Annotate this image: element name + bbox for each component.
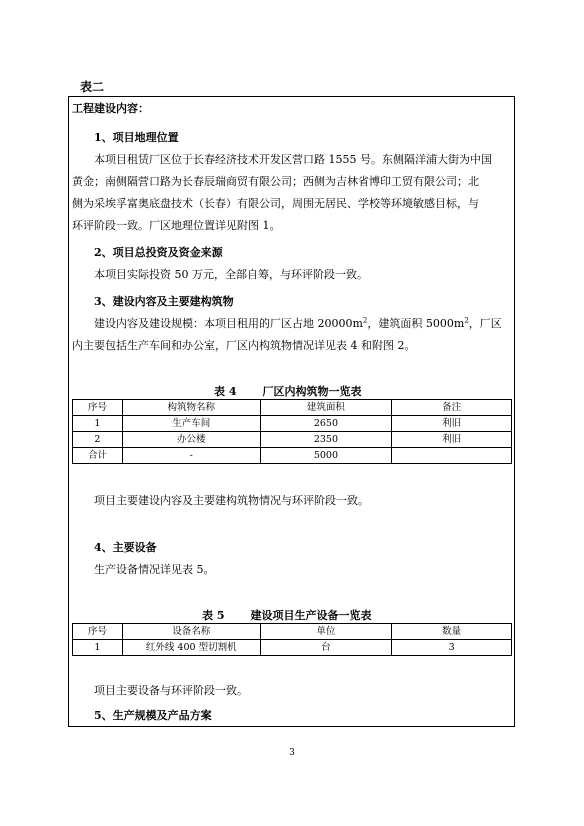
- table5-header-row: [73, 624, 512, 640]
- section3-title: 3、建设内容及主要建构筑物: [94, 295, 234, 308]
- table4-cell: 合计: [73, 448, 123, 464]
- table-row: [73, 640, 512, 656]
- table4: [72, 399, 512, 464]
- table5: [72, 623, 512, 656]
- table4-cell: 5000: [260, 448, 392, 464]
- table5-header-cell: 序号: [73, 624, 123, 640]
- table4-cell: 利旧: [392, 416, 512, 432]
- section4-title: 4、主要设备: [94, 541, 157, 554]
- table5-number: 表 5: [202, 609, 225, 622]
- table4-header-cell: 备注: [392, 400, 512, 416]
- table5-cell: 台: [260, 640, 392, 656]
- table4-header-cell: 序号: [73, 400, 123, 416]
- section3-line1-part-a: 建设内容及建设规模：本项目租用的厂区占地 20000m: [94, 317, 363, 330]
- table5-cell: 红外线 400 型切割机: [122, 640, 260, 656]
- section1-line-3: 侧为采埃孚富奥底盘技术（长春）有限公司，周围无居民、学校等环境敏感目标，与: [72, 197, 479, 210]
- note-2: 项目主要设备与环评阶段一致。: [94, 684, 248, 697]
- superscript-area-unit: 2: [362, 316, 368, 325]
- section3-line1-part-b: ，建筑面积 5000m: [367, 317, 465, 330]
- section1-line-4: 环评阶段一致。厂区地理位置详见附图 1。: [72, 219, 281, 232]
- table4-cell: 2650: [260, 416, 392, 432]
- table-row: [73, 448, 512, 464]
- table4-cell: [392, 448, 512, 464]
- section1-title: 1、项目地理位置: [94, 131, 179, 144]
- page-number: 3: [289, 748, 295, 758]
- table-row: [73, 432, 512, 448]
- table4-cell: 2: [73, 432, 123, 448]
- section2-title: 2、项目总投资及资金来源: [94, 246, 223, 259]
- section4-text: 生产设备情况详见表 5。: [94, 563, 215, 576]
- table4-cell: 办公楼: [122, 432, 260, 448]
- section1-line-2: 黄金；南侧隔营口路为长春辰瑞商贸有限公司；西侧为吉林省博印工贸有限公司；北: [72, 175, 479, 188]
- table4-cell: 1: [73, 416, 123, 432]
- table4-cell: 生产车间: [122, 416, 260, 432]
- note-1: 项目主要建设内容及主要建构筑物情况与环评阶段一致。: [94, 494, 369, 507]
- table5-header-cell: 单位: [260, 624, 392, 640]
- table-label: 表二: [80, 80, 105, 94]
- table5-header-cell: 数量: [392, 624, 512, 640]
- table5-title: 建设项目生产设备一览表: [250, 609, 372, 622]
- table-row: [73, 416, 512, 432]
- table4-header-cell: 构筑物名称: [122, 400, 260, 416]
- table5-header-cell: 设备名称: [122, 624, 260, 640]
- table4-cell: 利旧: [392, 432, 512, 448]
- table5-caption: [202, 607, 371, 623]
- table4-number: 表 4: [214, 385, 237, 398]
- table5-cell: 1: [73, 640, 123, 656]
- table4-header-row: [73, 400, 512, 416]
- content-title: 工程建设内容：: [72, 102, 149, 115]
- table4-caption: [214, 383, 361, 399]
- superscript-area-unit-2: 2: [464, 316, 469, 325]
- section2-text: 本项目实际投资 50 万元，全部自筹，与环评阶段一致。: [94, 268, 368, 281]
- section3-line1-part-c: ，厂区: [468, 317, 502, 330]
- section3-line-2: 内主要包括生产车间和办公室，厂区内构筑物情况详见表 4 和附图 2。: [72, 339, 416, 352]
- table4-cell: 2350: [260, 432, 392, 448]
- table4-header-cell: 建筑面积: [260, 400, 392, 416]
- table4-cell: -: [122, 448, 260, 464]
- table5-cell: 3: [392, 640, 512, 656]
- section1-line-1: 本项目租赁厂区位于长春经济技术开发区营口路 1555 号。东侧隔洋浦大街为中国: [94, 153, 492, 166]
- table4-title: 厂区内构筑物一览表: [262, 385, 362, 398]
- section3-line-1: [94, 313, 502, 335]
- section5-title: 5、生产规模及产品方案: [94, 709, 212, 722]
